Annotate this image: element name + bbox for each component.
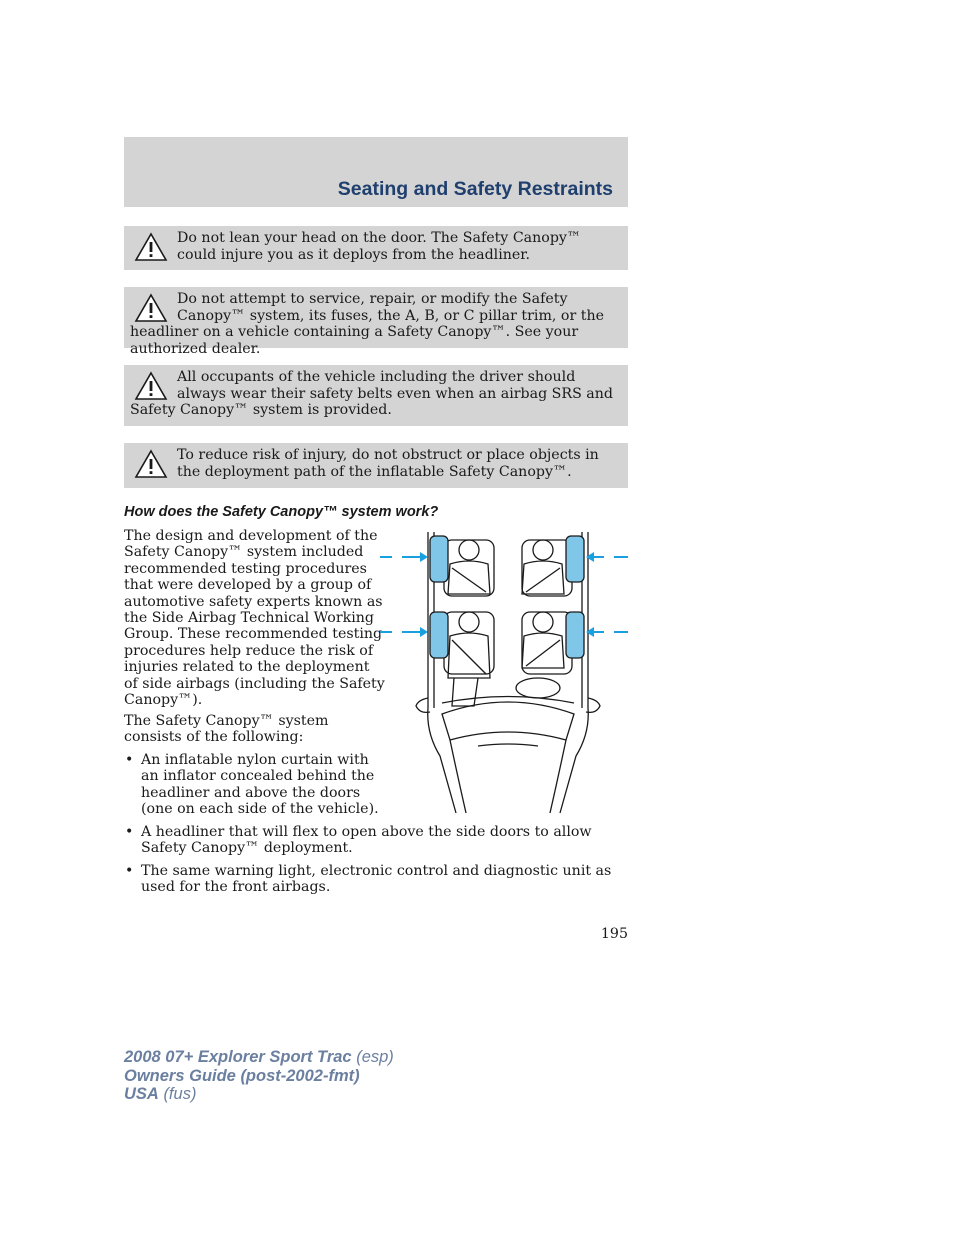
warning-text: To reduce risk of injury, do not obstruct or place objects in the deployment path of the inflatable Safety Canopy™. (177, 447, 599, 480)
bullet-list (124, 824, 628, 857)
windshield (442, 702, 574, 740)
safety-canopy-diagram (378, 528, 630, 818)
warning-triangle-icon (134, 449, 168, 479)
section-title: Seating and Safety Restraints (337, 178, 613, 200)
warning-triangle-icon (134, 293, 168, 323)
canopy-curtain-right-front (566, 612, 584, 658)
warning-text: Do not attempt to service, repair, or modify the Safety Canopy™ system, its fuses, the A, B, or C pillar trim, or the headliner on a vehicle containing a Safety Canopy™. See your authorized dealer. (130, 291, 604, 357)
front-seat-left (444, 612, 494, 674)
front-seat-right (522, 612, 572, 674)
list-item: • A headliner that will flex to open above the side doors to allow Safety Canopy™ deployment. (125, 824, 592, 857)
warning-box-1 (124, 226, 628, 270)
bullet-dot: • (125, 863, 134, 879)
body-paragraph-2: The Safety Canopy™ system consists of the following: (124, 713, 329, 746)
rear-seat-right (522, 540, 572, 596)
occupant-head (459, 540, 479, 560)
warning-text: Do not lean your head on the door. The Safety Canopy™ could injure you as it deploys from the headliner. (177, 230, 582, 263)
occupant-head (459, 612, 479, 632)
rear-seat-left (444, 540, 494, 596)
warning-box-4 (124, 443, 628, 488)
list-item: • The same warning light, electronic control and diagnostic unit as used for the front airbags. (125, 863, 612, 896)
section-header-band (124, 137, 628, 207)
warning-box-2 (124, 287, 628, 357)
arrow-left-icon (586, 627, 594, 637)
warning-box-3 (124, 365, 628, 426)
body-paragraph-1: The design and development of the Safety Canopy™ system included recommended testing procedures that were developed by a group of automotive safety experts known as the Side Airbag Technical Working Group. These recommended testing procedures help reduce the risk of injuries related to the deployment of side airbags (including the Safety Canopy™). (124, 528, 385, 709)
bullet-list (124, 752, 384, 818)
arrow-left-icon (586, 552, 594, 562)
occupant-head (533, 612, 553, 632)
canopy-curtain-left-rear (430, 536, 448, 582)
arrow-right-icon (420, 552, 428, 562)
warning-text: All occupants of the vehicle including the driver should always wear their safety belts even when an airbag SRS and Safety Canopy™ system is provided. (130, 369, 613, 418)
document-footer: 2008 07+ Explorer Sport Trac (esp) Owners Guide (post-2002-fmt) USA (fus) (124, 1048, 394, 1103)
subsection-heading: How does the Safety Canopy™ system work? (124, 504, 439, 520)
warning-triangle-icon (134, 371, 168, 401)
bullet-dot: • (125, 824, 134, 840)
canopy-curtain-left-front (430, 612, 448, 658)
page-number: 195 (600, 926, 628, 942)
arrow-right-icon (420, 627, 428, 637)
canopy-curtain-right-rear (566, 536, 584, 582)
warning-triangle-icon (134, 232, 168, 262)
steering-wheel (516, 678, 560, 698)
occupant-head (533, 540, 553, 560)
list-item: • An inflatable nylon curtain with an inflator concealed behind the headliner and above the doors (one on each side of the vehicle). (125, 752, 379, 818)
bullet-list (124, 863, 628, 896)
bullet-dot: • (125, 752, 134, 768)
